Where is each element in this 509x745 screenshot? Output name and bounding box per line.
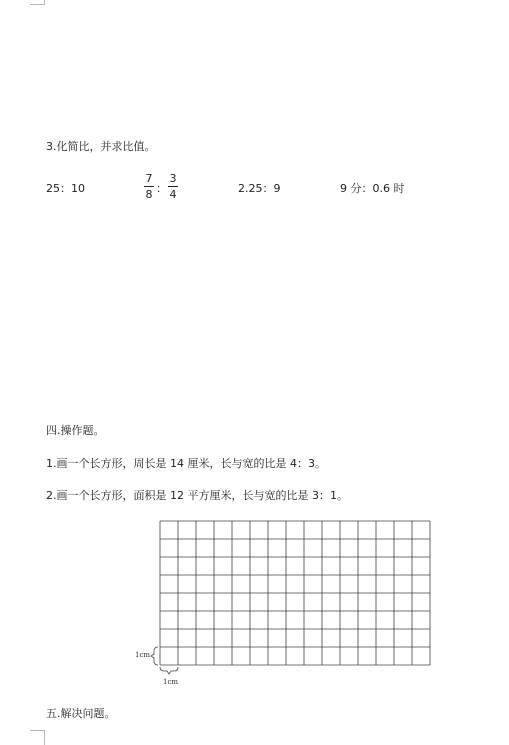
unit-label-bottom: 1cm [163,678,179,686]
question-1: 1.画一个长方形，周长是 14 厘米，长与宽的比是 4：3。 [46,457,326,470]
fraction-three-quarters [168,172,178,201]
question-2: 2.画一个长方形，面积是 12 平方厘米，长与宽的比是 3：1。 [46,489,348,502]
fraction-denominator: 8 [145,188,153,201]
grid-svg [130,515,440,690]
section-4-title: 四.操作题。 [46,424,105,437]
section-3-title: 3.化简比，并求比值。 [46,140,156,153]
brace-bottom-1cm [160,667,178,674]
fraction-bar [168,186,178,187]
page-corner-mark-bottom [30,730,45,745]
fraction-numerator: 3 [169,172,177,185]
fraction-bar [144,186,154,187]
page-corner-mark-top [30,0,45,5]
brace-left-1cm [151,647,158,665]
fraction-numerator: 7 [145,172,153,185]
ratio-item-4: 9 分：0.6 时 [340,182,405,195]
unit-label-left: 1cm [135,651,151,659]
section-5-title: 五.解决问题。 [46,707,116,720]
square-grid-figure [130,515,440,690]
fraction-seven-eighths [144,172,154,201]
ratio-separator: ： [156,182,167,195]
ratio-item-3: 2.25：9 [238,182,281,195]
fraction-denominator: 4 [169,188,177,201]
ratio-item-1: 25：10 [46,182,85,195]
